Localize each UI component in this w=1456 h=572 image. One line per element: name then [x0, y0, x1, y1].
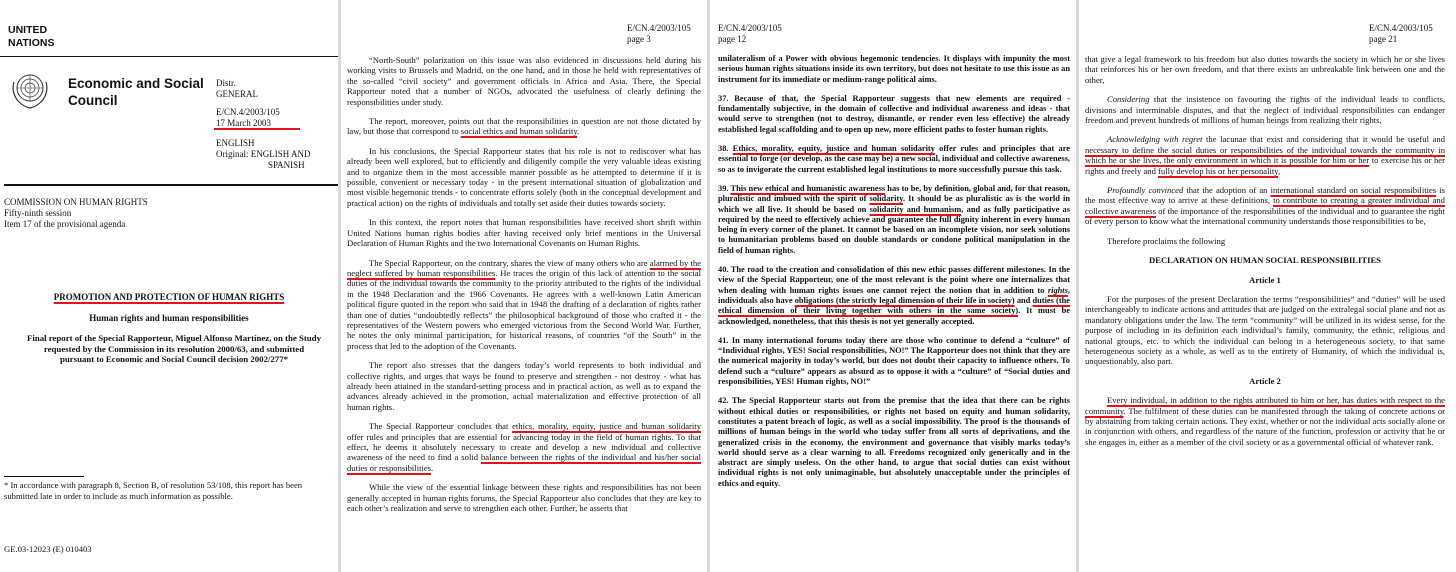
- paragraph: The report also stresses that the dangers today’s world represents to both individual and collective rights, and urges that ways be found to preserve and strengthen - not destroy - what has already been attained in the standard-setting process and in practical action, as well as to expand the advances already achieved in the promotion, actual materialization and effective protection of all human rights.: [347, 360, 701, 412]
- highlight: Ethics, morality, equity, justice and human solidarity: [732, 144, 935, 154]
- text: . He traces the origin of this lack of attention to the social duties of the individual towards the community to the priority attributed to the rights of the individual in the 1948 Declaration and the 1966 Covenants. He agrees with a well-known Latin American political figure quoted in the report who said that in 1948 the drafting of a declaration of rights rather than one of duties “undoubtedly reflects” the philosophical background of those who crafted it - the representatives of the Western powers who emerged victorious from the Second World War. Further, he notes the only minimal participation, for historical reasons, of countries “of the South” in the process that led to the adoption of the Covenants.: [347, 267, 701, 351]
- report-description: Final report of the Special Rapporteur, Miguel Alfonso Martínez, on the Study requested by the Commission in its resolution 2000/63, and submitted pursuant to Economic and Social Council decision 2002/277*: [27, 333, 321, 365]
- paragraph: unilateralism of a Power with obvious hegemonic tendencies. It displays with impunity the most serious human rights situations inside its own territory, but does not hesitate to use this issue as an instrument for its immediate or medium-range political aims.: [718, 54, 1070, 84]
- header-symbol: E/CN.4/2003/105: [718, 23, 782, 33]
- highlight: solidarity: [869, 194, 903, 204]
- paragraph-40: [718, 265, 1070, 327]
- original-language-2: SPANISH: [268, 160, 305, 170]
- header-page-number: page 3: [627, 34, 651, 44]
- page-header: [627, 23, 691, 45]
- paragraph: While the view of the essential linkage between these rights and responsibilities has not been generally accepted in human rights forums, the Special Rapporteur also concludes that they are key to each other’s realization and serve to strengthen each other. Further, he asserts that: [347, 482, 701, 514]
- page-4-text: [1085, 54, 1445, 456]
- un-org-name: [8, 24, 54, 50]
- distr-label: Distr.: [216, 78, 236, 88]
- doc-symbol: E/CN.4/2003/105: [216, 107, 280, 117]
- highlight: obligations (the strictly legal dimension of their life in society): [794, 295, 1015, 305]
- text: the lacunae that exist and considering that it would be useful and: [1202, 134, 1445, 145]
- highlight: necessary to define the social duties or responsibilities of the individual towards the community in which he or she lives, the only environment in which it is possible for him or her: [1085, 144, 1445, 166]
- page-header: [718, 23, 782, 45]
- highlight: to contribute to creating a greater individual and collective awareness: [1085, 195, 1445, 216]
- main-title-text: PROMOTION AND PROTECTION OF HUMAN RIGHTS: [53, 292, 285, 302]
- text: . The fulfilment of these duties can be manifested through the taking of concrete actions or by abstaining from taking certain actions. They exist, whether or not the individual acts socially alone or in conjunction with others, and regardless of the nature of the function, profession or activity that he or she engages in, either as a member of the civil society or as a governmental official of whatever rank.: [1085, 405, 1445, 447]
- header-rule: [0, 56, 338, 57]
- declaration-title: DECLARATION ON HUMAN SOCIAL RESPONSIBILITIES: [1149, 255, 1381, 266]
- document-page-1: [0, 0, 338, 572]
- paragraph: [1085, 134, 1445, 176]
- page-3-text: [718, 54, 1070, 498]
- subtitle: Human rights and human responsibilities: [89, 313, 249, 323]
- paragraph: [1085, 185, 1445, 227]
- header-page-number: page 12: [718, 34, 747, 44]
- text: . It must be acknowledged, nonetheless, that this thesis is not yet generally accepted.: [718, 306, 1070, 326]
- paragraph: In his conclusions, the Special Rapporteur states that his role is not to rediscover what has already been well explored, but to efficiently and diligently compile the very valuable ideas existing and to organize them in the most accessible manner possible as he attempted to determine if it is possible, convenient or necessary today - in the present international situation of globalization and most visible hegemonic trends - to concentrate efforts solely (both in the conceptual development and practical action) on the rights of individuals and totally set aside their duties towards society.: [347, 145, 701, 208]
- text: .: [577, 126, 580, 137]
- text: and: [1014, 295, 1033, 305]
- text: has to be, by definition, global and, for that reason, pluralistic and imbued with the spirit of: [718, 183, 1070, 204]
- highlight: solidarity and humanism: [869, 204, 962, 214]
- council-line-2: Council: [68, 93, 118, 108]
- paragraph-37: 37. Because of that, the Special Rapporteur suggests that new elements are required - fundamentally subjective, in the domain of collective and individual awareness and ideas - that would serve to strengthen (not to destroy, dismantle, or render even less effective) the already established legal scaffolding and to open up new, more efficient paths to foster human rights.: [718, 93, 1070, 134]
- header-page-number: page 21: [1369, 34, 1398, 44]
- footnote-rule: [4, 476, 84, 477]
- paragraph-39: [718, 184, 1070, 256]
- original-language: Original: ENGLISH AND: [216, 149, 311, 159]
- highlight: international standard on social responsibilities: [1270, 185, 1437, 196]
- text: ,: [1278, 165, 1281, 176]
- paragraph: In this context, the report notes that human responsibilities have received short shrift within United Nations human rights bodies after having received only brief mentions in the Universal Declaration of Human Rights and the two International Covenants on Human Rights.: [347, 217, 701, 249]
- highlight: balance between the rights of the individual and his/her social duties or responsibilities: [347, 452, 701, 473]
- paragraph-38: [718, 144, 1070, 175]
- text: offer rules and principles that are essential to forge (or develop, as the case may be) a new social, individual and collective awareness, so as to invigorate the current established legal institutions to more successfully pursue this task.: [718, 144, 1070, 174]
- text: that the insistence on favouring the rights of the individual leads to conflicts, divisions and interminable disputes, and that the neglect of individual responsibilities can endanger freedom and prevent hundreds of millions of human beings from realizing their rights,: [1085, 94, 1445, 126]
- doc-date: 17 March 2003: [216, 118, 271, 128]
- un-emblem-icon: [8, 68, 52, 112]
- highlight: This new ethical and humanistic awareness: [730, 183, 886, 193]
- text: The Special Rapporteur, on the contrary, shares the view of many others who are: [369, 257, 650, 268]
- paragraph-42: 42. The Special Rapporteur starts out from the premise that the idea that there can be rights without ethical duties or responsibilities, or rights not based on equity and human solidarity, constitutes a patent breach of logic, as well as a social impossibility. The proof is the thousands of millions of human beings in the world who today suffer from all sorts of deprivations, and the generalized crisis in the economy, the environment and governance that visibly marks today’s world should serve as a clear warning to all. Freedoms recognized only generically and in the abstract are simply useless. On the other hand, to argue that social duties can exist without individual rights is not only unimaginable, but absolutely unacceptable under the principles of ethics and equity.: [718, 396, 1070, 488]
- highlight: alarmed by the neglect suffered by human responsibilities: [347, 257, 701, 278]
- agenda-item: Item 17 of the provisional agenda: [4, 219, 126, 229]
- text: The Special Rapporteur concludes that: [369, 421, 513, 432]
- paragraph: that give a legal framework to his freedom but also duties towards the society in which he or she lives that reinforces his or her own freedom, and that there exists an unbreakable link between one and the other,: [1085, 54, 1445, 85]
- article-2-text: [1085, 395, 1445, 447]
- document-page-3: [710, 0, 1076, 572]
- org-line-1: UNITED: [8, 24, 48, 36]
- text: . It should be as pluralistic as is the world in which we all live. It should be based on: [718, 194, 1070, 214]
- highlight: fully develop his or her personality: [1158, 165, 1278, 176]
- proclamation: Therefore proclaims the following: [1107, 235, 1226, 246]
- text: 38.: [718, 144, 733, 154]
- text: , individuals also have: [718, 285, 1070, 305]
- org-line-2: NATIONS: [8, 37, 55, 49]
- highlight: rights: [1047, 285, 1068, 295]
- text: The report, moreover, points out that the responsibilities in question are not those dictated by law, but those that correspond to: [347, 116, 701, 137]
- highlight: ethics, morality, equity, justice and human solidarity: [512, 421, 701, 432]
- text: .: [431, 462, 434, 473]
- paragraph: [347, 258, 701, 352]
- page-2-text: [347, 55, 701, 522]
- text: to exercise his or her rights and freely and: [1085, 155, 1445, 176]
- session-block: [4, 197, 148, 230]
- document-page-4: [1079, 0, 1456, 572]
- highlight: social ethics and human solidarity: [460, 126, 578, 137]
- document-page-2: [341, 0, 707, 572]
- text: offer rules and principles that are essential for advancing today in the field of human rights. To that effect, he deems it absolutely necessary to create and develop a new individual and collective awareness of the need to find a solid: [347, 431, 701, 463]
- text: Considering: [1107, 94, 1150, 105]
- council-name: [68, 75, 204, 109]
- distribution-block: [216, 78, 311, 171]
- article-1-heading: Article 1: [1249, 274, 1281, 285]
- highlight: duties (the ethical dimension of their living together with others in the same society): [718, 295, 1070, 316]
- text: 40. The road to the creation and consolidation of this new ethic passes different milestones. In the view of the Special Rapporteur, one of the most relevant is the point where one internalizes that when dealing with human rights issues one cannot reject the notion that in addition to: [718, 265, 1070, 295]
- text: of the importance of the responsibilities of the individual and to guarantee the right of every person to know what the international community understands those responsibilities to be,: [1085, 205, 1445, 227]
- text: is the most effective way to arrive at these definitions,: [1085, 185, 1445, 206]
- job-number: GE.03-12023 (E) 010403: [4, 544, 92, 554]
- footnote: * In accordance with paragraph 8, Section B, of resolution 53/108, this report has been submitted late in order to include as much information as possible.: [4, 480, 303, 501]
- page-header: [1369, 23, 1433, 45]
- paragraph-41: 41. In many international forums today there are those who continue to defend a “culture” of “Individual rights, YES! Social responsibilities, NO!” The Rapporteur does not think that they are the numerical majority in today’s world, but does not doubt their capacity to influence others. To defend such a “culture” appears as absurd as to oppose it with a “culture” of “Social duties and responsibilities, YES! Human rights, NO!”: [718, 335, 1070, 387]
- distr-general: GENERAL: [216, 89, 258, 99]
- paragraph: [1085, 94, 1445, 125]
- session-rule: [4, 184, 338, 186]
- article-2-heading: Article 2: [1249, 375, 1281, 386]
- paragraph: “North-South” polarization on this issue was also evidenced in discussions held during his working visits to Brussels and Madrid, on the one hand, and in those he held with representatives of the so-called “civil society” and government officials in Africa and Asia. There, the Special Rapporteur noted that a number of NGOs, advocated the usefulness of clearly defining the responsibilities under study.: [347, 55, 701, 107]
- text: 39.: [718, 183, 731, 193]
- main-title: [0, 292, 338, 302]
- text: Acknowledging with regret: [1107, 134, 1203, 145]
- header-symbol: E/CN.4/2003/105: [1369, 23, 1433, 33]
- text: Profoundly convinced: [1107, 185, 1184, 196]
- header-symbol: E/CN.4/2003/105: [627, 23, 691, 33]
- article-1-text: For the purposes of the present Declaration the terms “responsibilities” and “duties” will be used interchangeably to indicate actions and attitudes that are judged on the extralegal social plane and not as mandatory obligations under the law. The term “community” will be utilized in its widest sense, for the purpose of including in its definition each individual’s family, community, the ethnic, religious and national groups, etc. to which the individual can belong in a heterogeneous society, to that same heterogeneous society as a whole, as well as to the entirety of Humanity, of which the individual is, unquestionably, also part.: [1085, 293, 1445, 367]
- council-line-1: Economic and Social: [68, 76, 204, 91]
- paragraph: [347, 116, 701, 137]
- highlight-symbol-date: [214, 128, 300, 130]
- paragraph: [347, 421, 701, 473]
- text: that the adoption of an: [1183, 185, 1271, 196]
- session-number: Fifty-ninth session: [4, 208, 72, 218]
- text: , and as fully participative as required by the need to effectively achieve and guarantee the full dignity inherent in every human being in every corner of the planet. It cannot be based on an incomplete vision, nor seek solutions to humanitarian problems based on double standards or condone political manipulation in the field of human rights.: [718, 204, 1071, 255]
- highlight: Every individual, in addition to the rights attributed to him or her, has duties with respect to the community: [1085, 395, 1445, 416]
- doc-language: ENGLISH: [216, 138, 255, 148]
- commission-name: COMMISSION ON HUMAN RIGHTS: [4, 197, 148, 207]
